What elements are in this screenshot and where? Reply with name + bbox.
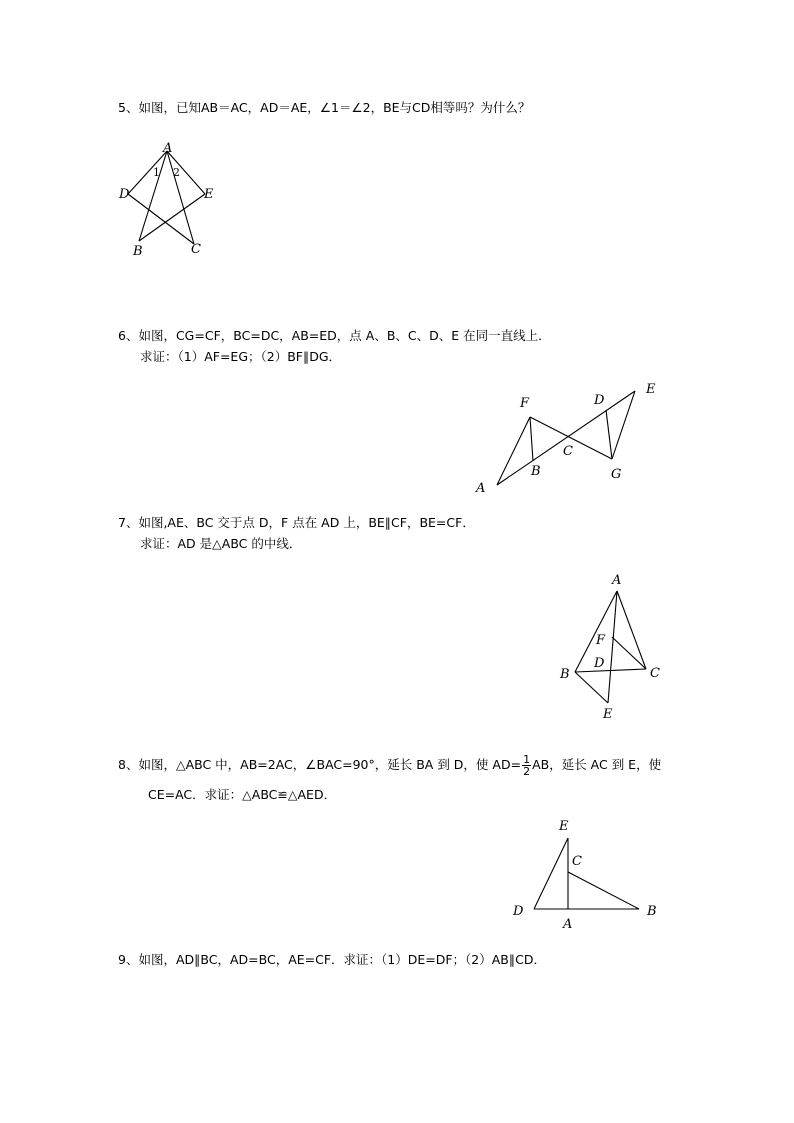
seg-AC xyxy=(617,591,646,669)
seg-CB xyxy=(568,872,639,909)
label-B: B xyxy=(560,667,570,682)
problem-6-line2: 求证：（1）AF=EG；（2）BF∥DG． xyxy=(140,349,342,364)
problem-9-text: 9、如图，AD∥BC，AD=BC，AE=CF．求证：（1）DE=DF；（2）AB∥CD． xyxy=(118,952,546,967)
problem-5-text: 5、如图，已知AB＝AC，AD＝AE，∠1＝∠2，BE与CD相等吗？为什么？ xyxy=(118,100,531,115)
label-A: A xyxy=(563,917,573,932)
seg-FB xyxy=(530,417,533,461)
figure-7 xyxy=(555,570,675,725)
seg-AC xyxy=(167,151,194,244)
figure-5 xyxy=(110,140,230,260)
label-angle-1: 1 xyxy=(153,166,160,179)
problem-6-line1: 6、如图，CG=CF，BC=DC，AB=ED，点 A、B、C、D、E 在同一直线上． xyxy=(118,328,551,343)
label-D: D xyxy=(594,393,605,408)
problem-8-line2: CE=AC．求证：△ABC≌△AED． xyxy=(148,787,337,802)
label-B: B xyxy=(647,904,657,919)
seg-DE xyxy=(534,838,568,909)
label-E: E xyxy=(603,707,613,722)
label-D: D xyxy=(594,656,605,671)
label-A: A xyxy=(163,141,173,156)
fraction-denominator: 2 xyxy=(523,765,531,778)
problem-8-line1-end: AB，延长 AC 到 E，使 xyxy=(532,757,662,772)
label-E: E xyxy=(646,382,656,397)
seg-AB xyxy=(139,151,167,241)
label-B: B xyxy=(531,464,541,479)
label-A: A xyxy=(476,481,486,496)
label-E: E xyxy=(204,187,214,202)
figure-6 xyxy=(470,375,670,500)
label-E: E xyxy=(559,819,569,834)
label-A: A xyxy=(612,573,622,588)
label-D: D xyxy=(119,187,130,202)
label-G: G xyxy=(611,467,622,482)
fraction-one-half xyxy=(522,754,531,777)
problem-7-line1: 7、如图,AE、BC 交于点 D，F 点在 AD 上，BE∥CF，BE=CF． xyxy=(118,515,475,530)
seg-GE xyxy=(612,391,635,459)
seg-DC xyxy=(128,194,194,244)
label-C: C xyxy=(650,666,660,681)
label-D: D xyxy=(513,904,524,919)
label-C: C xyxy=(572,854,582,869)
label-F: F xyxy=(596,633,606,648)
figure-8 xyxy=(505,810,665,935)
seg-FC xyxy=(612,637,646,669)
seg-DG xyxy=(606,410,612,459)
problem-7-line2: 求证：AD 是△ABC 的中线． xyxy=(140,536,302,551)
seg-EB xyxy=(139,194,205,241)
label-B: B xyxy=(133,244,143,259)
label-C: C xyxy=(191,242,201,257)
label-F: F xyxy=(520,396,530,411)
problem-8-line1 xyxy=(118,753,661,777)
seg-AD xyxy=(128,151,167,194)
problem-8-line1-start: 8、如图，△ABC 中，AB=2AC，∠BAC=90°，延长 BA 到 D，使 AD= xyxy=(118,757,522,772)
label-angle-2: 2 xyxy=(173,166,180,179)
seg-AF xyxy=(497,417,530,485)
seg-BE xyxy=(575,672,608,703)
label-C: C xyxy=(563,444,573,459)
fraction-numerator: 1 xyxy=(523,753,531,766)
seg-AE xyxy=(608,591,617,703)
